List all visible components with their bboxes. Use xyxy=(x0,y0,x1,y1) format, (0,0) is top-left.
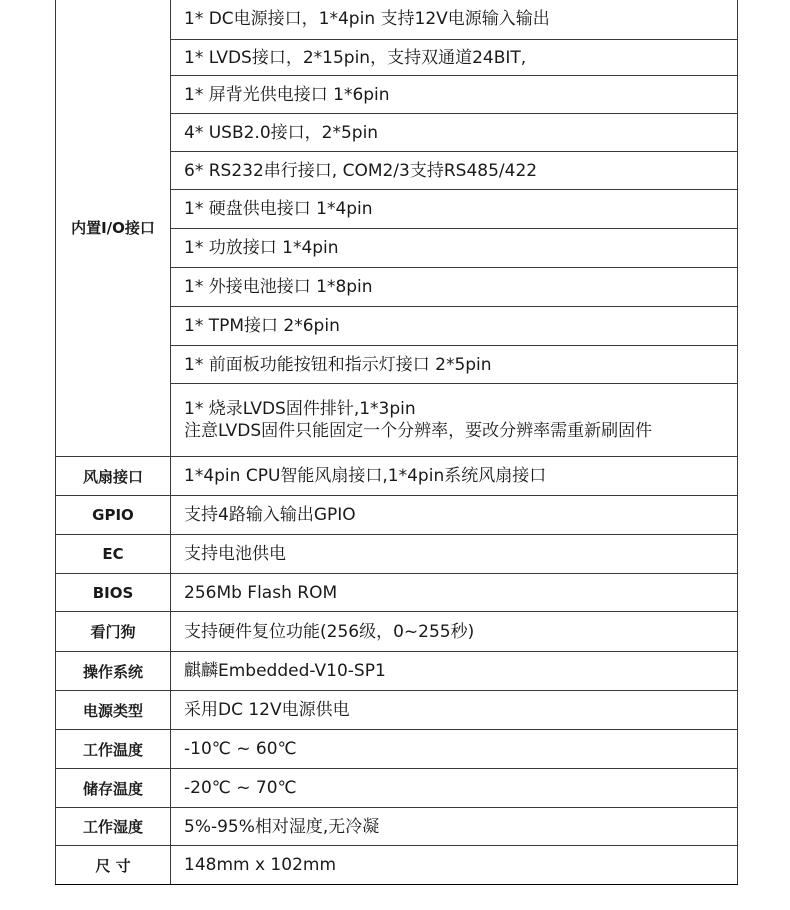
io-value xyxy=(171,384,738,457)
io-value-line: 1* LVDS接口，2*15pin，支持双通道24BIT, xyxy=(184,47,527,68)
spec-value: 1*4pin CPU智能风扇接口,1*4pin系统风扇接口 xyxy=(171,457,738,496)
io-value xyxy=(171,346,738,384)
io-value xyxy=(171,152,738,190)
spec-value: 148mm x 102mm xyxy=(171,846,738,885)
spec-label: 工作温度 xyxy=(56,730,171,769)
io-row xyxy=(56,0,738,40)
spec-value: -20℃ ~ 70℃ xyxy=(171,769,738,808)
io-value-line: 1* 外接电池接口 1*8pin xyxy=(184,277,373,297)
spec-label: 工作湿度 xyxy=(56,808,171,846)
spec-row xyxy=(56,496,738,535)
io-value-line: 4* USB2.0接口，2*5pin xyxy=(184,122,379,143)
spec-value: 支持硬件复位功能(256级，0~255秒) xyxy=(171,612,738,652)
io-value xyxy=(171,76,738,114)
spec-table-body xyxy=(56,0,738,885)
spec-label: BIOS xyxy=(56,574,171,612)
io-value xyxy=(171,114,738,152)
spec-value: 麒麟Embedded-V10-SP1 xyxy=(171,652,738,691)
io-value xyxy=(171,307,738,346)
io-value-line: 1* 烧录LVDS固件排针,1*3pin xyxy=(184,399,416,419)
spec-row xyxy=(56,457,738,496)
spec-value: 5%-95%相对湿度,无冷凝 xyxy=(171,808,738,846)
spec-label: 操作系统 xyxy=(56,652,171,691)
spec-value: 支持电池供电 xyxy=(171,535,738,574)
io-value xyxy=(171,229,738,268)
spec-row xyxy=(56,652,738,691)
io-value-line: 1* 功放接口 1*4pin xyxy=(184,238,339,258)
io-value xyxy=(171,40,738,76)
io-value xyxy=(171,0,738,40)
spec-row xyxy=(56,691,738,730)
spec-value: -10℃ ~ 60℃ xyxy=(171,730,738,769)
io-group-label: 内置I/O接口 xyxy=(56,0,171,457)
spec-table xyxy=(55,0,738,885)
spec-label: GPIO xyxy=(56,496,171,535)
spec-row xyxy=(56,612,738,652)
spec-label: 尺 寸 xyxy=(56,846,171,885)
io-value-line: 6* RS232串行接口, COM2/3支持RS485/422 xyxy=(184,160,538,181)
io-value-line: 1* 硬盘供电接口 1*4pin xyxy=(184,199,373,219)
spec-label: 风扇接口 xyxy=(56,457,171,496)
spec-value: 支持4路输入输出GPIO xyxy=(171,496,738,535)
spec-row xyxy=(56,846,738,885)
io-value-line: 1* 屏背光供电接口 1*6pin xyxy=(184,84,390,105)
spec-value: 采用DC 12V电源供电 xyxy=(171,691,738,730)
spec-row xyxy=(56,808,738,846)
spec-label: 电源类型 xyxy=(56,691,171,730)
spec-row xyxy=(56,730,738,769)
spec-label: EC xyxy=(56,535,171,574)
spec-row xyxy=(56,535,738,574)
io-value xyxy=(171,190,738,229)
io-value-line: 1* DC电源接口，1*4pin 支持12V电源输入输出 xyxy=(184,9,550,29)
spec-row xyxy=(56,769,738,808)
io-value-line: 1* 前面板功能按钮和指示灯接口 2*5pin xyxy=(184,354,492,375)
spec-label: 储存温度 xyxy=(56,769,171,808)
spec-value: 256Mb Flash ROM xyxy=(171,574,738,612)
spec-label: 看门狗 xyxy=(56,612,171,652)
spec-row xyxy=(56,574,738,612)
io-value-note: 注意LVDS固件只能固定一个分辨率，要改分辨率需重新刷固件 xyxy=(184,421,653,441)
io-value-line: 1* TPM接口 2*6pin xyxy=(184,316,340,336)
io-value xyxy=(171,268,738,307)
